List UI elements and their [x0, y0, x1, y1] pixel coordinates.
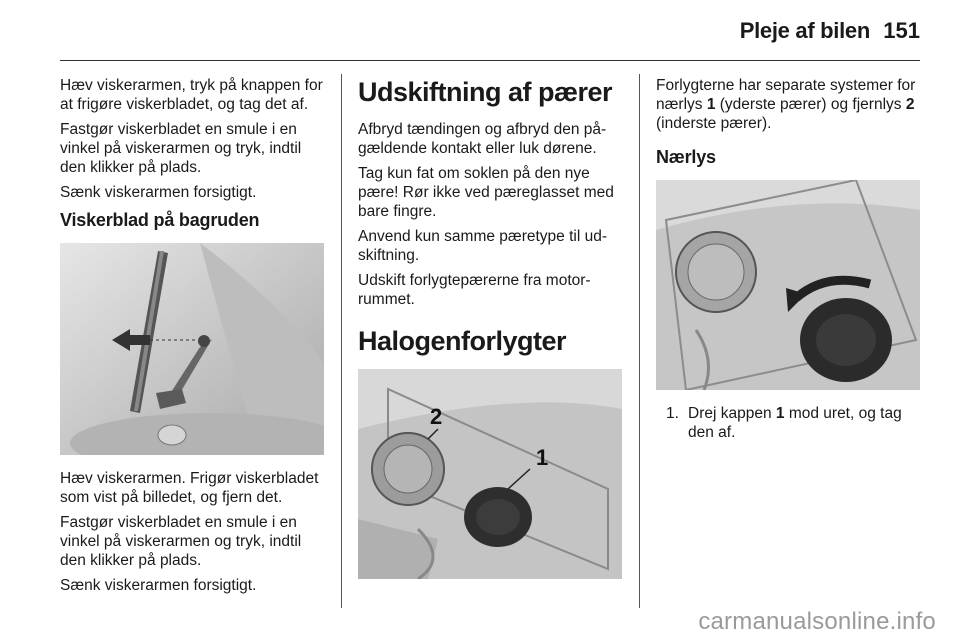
halogen-headlight-illustration	[358, 369, 622, 579]
paragraph: Anvend kun samme pæretype til udskiftning.	[358, 228, 607, 264]
bold-ref: 1	[775, 405, 785, 422]
page-header-title: Pleje af bilen	[739, 18, 870, 43]
watermark: carmanualsonline.info	[698, 608, 936, 635]
paragraph: Udskift forlygtepærerne fra motorrummet.	[358, 272, 591, 308]
column-divider	[639, 74, 640, 608]
text-run: Forlygterne har separate systemer for nærlys	[656, 77, 916, 113]
figure-label-1: 1	[536, 445, 549, 470]
text-run: mod uret, og tag den af.	[688, 405, 902, 441]
paragraph: Sænk viskerarmen forsigtigt.	[60, 184, 257, 201]
column-right	[656, 76, 922, 442]
paragraph: Fastgør viskerbladet en smule i en vinkel på viskerarmen og tryk, indtil den klikker på plads.	[60, 514, 302, 569]
bold-ref: 2	[905, 96, 915, 113]
step-text	[682, 404, 922, 442]
paragraph	[656, 76, 922, 133]
low-beam-cap-illustration	[656, 180, 920, 390]
text-run: Drej kappen	[688, 405, 776, 422]
section-heading: Viskerblad på bagruden	[60, 210, 260, 230]
column-left	[60, 76, 324, 601]
paragraph: Hæv viskerarmen. Frigør viskerbladet som vist på billedet, og fjern det.	[60, 470, 319, 506]
text-run: (inderste pærer).	[656, 115, 772, 132]
section-heading: Nærlys	[656, 147, 716, 167]
figure-label-2: 2	[430, 404, 443, 429]
header-rule	[60, 60, 920, 61]
paragraph: Hæv viskerarmen, tryk på knappen for at frigøre viskerbladet, og tag det af.	[60, 77, 323, 113]
instruction-step	[656, 404, 922, 442]
column-divider	[341, 74, 342, 608]
section-heading: Halogenforlygter	[358, 326, 567, 356]
paragraph: Sænk viskerarmen forsigtigt.	[60, 577, 257, 594]
rear-wiper-illustration	[60, 243, 324, 455]
page-number: 151	[883, 18, 920, 43]
step-number: 1.	[666, 405, 679, 422]
paragraph: Fastgør viskerbladet en smule i en vinkel på viskerarmen og tryk, indtil den klikker på plads.	[60, 121, 302, 176]
column-middle	[358, 76, 624, 579]
paragraph: Tag kun fat om soklen på den nye pære! Rør ikke ved pæreglasset med bare fingre.	[358, 165, 614, 220]
paragraph: Afbryd tændingen og afbryd den pågældende kontakt eller luk dørene.	[358, 121, 607, 157]
text-run: (yderste pærer) og fjernlys	[715, 96, 906, 113]
bold-ref: 1	[706, 96, 716, 113]
chapter-heading: Udskiftning af pærer	[358, 77, 613, 107]
